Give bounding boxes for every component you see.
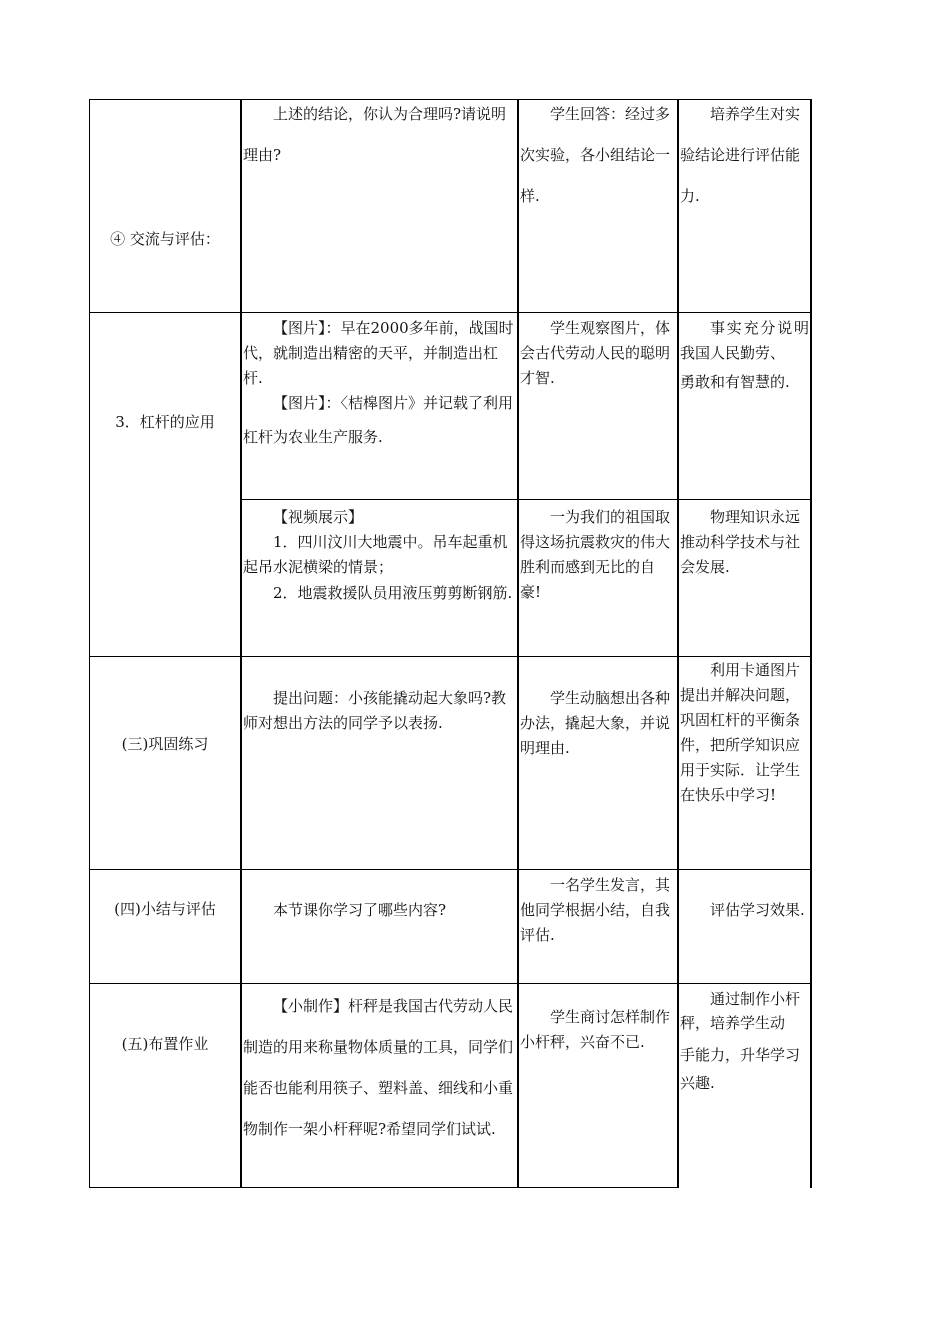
design-purpose-line: 勇敢和有智慧的. <box>680 373 790 391</box>
student-activity: 学生观察图片，体会古代劳动人民的聪明才智. <box>520 319 671 387</box>
column-divider <box>810 99 812 1188</box>
teacher-activity <box>243 874 516 923</box>
student-activity: 学生商讨怎样制作小杆秤，兴奋不已. <box>520 1008 671 1051</box>
design-purpose <box>680 987 809 1095</box>
teacher-activity-line: 本节课你学习了哪些内容? <box>273 901 447 919</box>
row-divider <box>89 1187 678 1188</box>
design-purpose <box>680 874 809 923</box>
teacher-activity: 【小制作】杆秤是我国古代劳动人民制造的用来称量物体质量的工具，同学们能否也能利用筷子、塑料盖、细线和小重物制作一架小杆秤呢?希望同学们试试. <box>243 997 514 1138</box>
teacher-activity-line: 1．四川汶川大地震中。吊车起重机起吊水泥横梁的情景； <box>243 533 508 576</box>
stage-label-lever-application: 3．杠杆的应用 <box>115 413 215 431</box>
stage-label-exchange: ④ 交流与评估： <box>110 230 220 248</box>
teacher-activity-line: 提出问题：小孩能撬动起大象吗?教师对想出方法的同学予以表扬. <box>243 689 507 732</box>
teacher-activity-line: 【视频展示】 <box>273 508 364 526</box>
student-activity: 学生回答：经过多次实验，各小组结论一样. <box>520 105 671 205</box>
design-purpose-line: 事实充分说明我国人民勤劳、 <box>680 319 809 362</box>
teacher-activity <box>243 662 516 736</box>
teacher-activity <box>243 316 516 454</box>
design-purpose-line: 兴趣. <box>680 1074 715 1092</box>
design-purpose-line: 评估学习效果. <box>710 901 805 919</box>
column-divider <box>517 99 519 1188</box>
design-purpose: 利用卡通图片提出并解决问题，巩固杠杆的平衡条件，把所学知识应用于实际．让学生在快乐中学习! <box>680 661 801 804</box>
row-divider <box>89 983 812 984</box>
column-divider <box>677 99 679 1188</box>
design-purpose-line: 通过制作小杆秤，培养学生动 <box>680 990 801 1032</box>
teacher-activity-line: 2．地震救援队员用液压剪剪断钢筋. <box>273 584 513 602</box>
row-divider <box>89 312 812 313</box>
design-purpose: 物理知识永远推动科学技术与社会发展. <box>680 508 801 576</box>
design-purpose: 培养学生对实验结论进行评估能力. <box>680 105 801 205</box>
row-divider <box>241 499 812 500</box>
design-purpose-line: 手能力，升华学习 <box>680 1046 801 1064</box>
column-divider <box>89 99 90 1188</box>
teacher-activity <box>243 505 516 610</box>
student-activity: 一为我们的祖国取得这场抗震救灾的伟大胜利而感到无比的自豪! <box>520 508 671 601</box>
row-divider <box>89 656 812 657</box>
stage-label-summary: (四)小结与评估 <box>114 900 216 918</box>
student-activity: 一名学生发言，其他同学根据小结，自我评估. <box>520 876 671 944</box>
teacher-activity: 上述的结论，你认为合理吗?请说明理由? <box>243 105 507 164</box>
stage-label-consolidation: (三)巩固练习 <box>121 735 209 753</box>
row-divider <box>89 869 812 870</box>
teacher-activity-line: 【图片】：〈桔槔图片》并记载了利用杠杆为农业生产服务. <box>243 394 514 446</box>
column-divider <box>240 99 242 1188</box>
student-activity <box>520 662 676 761</box>
design-purpose <box>680 316 809 395</box>
student-activity-line: 学生动脑想出各种办法，撬起大象，并说明理由. <box>520 689 671 757</box>
teacher-activity-line: 【图片】：早在2000多年前，战国时代，就制造出精密的天平，并制造出杠杆. <box>243 319 514 387</box>
stage-label-homework: (五)布置作业 <box>121 1035 209 1053</box>
